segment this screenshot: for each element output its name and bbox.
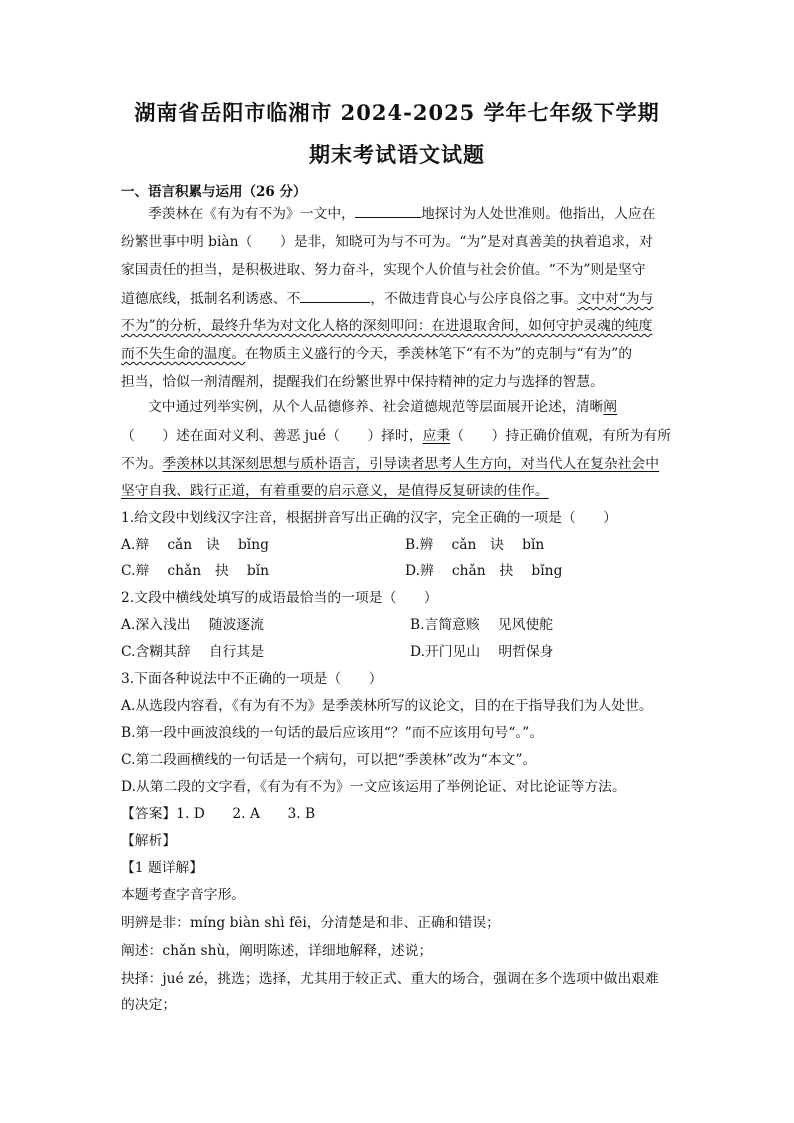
underlined-sentence-end: 坚守自我、践行正道，有着重要的启示意义，是值得反复研读的佳作。	[121, 483, 549, 499]
q3-option-b: B.第一段中画波浪线的一句话的最后应该用“？”而不应该用句号“。”。	[121, 725, 544, 741]
p1-line-6: 而不失生命的温度。在物质主义盛行的今天，季羡林笔下“有不为”的克制与“有为”的	[121, 346, 633, 362]
section-heading: 一、语言积累与运用（26 分）	[121, 184, 307, 200]
p1-line-2: 纷繁世事中明 biàn（ ）是非，知晓可为与不可为。“为”是对真善美的执着追求，对	[121, 234, 653, 250]
q3-option-a: A.从选段内容看，《有为有不为》是季羡林所写的议论文，目的在于指导我们为人处世。	[121, 698, 653, 714]
q3-option-c: C.第二段画横线的一句话是一个病句，可以把“季羡林”改为“本文”。	[121, 752, 537, 768]
underlined-word-bing: 应秉	[422, 428, 451, 444]
p1-line-7: 担当，恰似一剂清醒剂，提醒我们在纷繁世界中保持精神的定力与选择的智慧。	[121, 374, 604, 390]
q2-stem: 2.文段中横线处填写的成语最恰当的一项是（ ）	[121, 590, 438, 606]
answer-line: 【答案】1. D 2. A 3. B	[121, 806, 316, 822]
blank-2	[300, 288, 370, 303]
q2-option-c: C.含糊其辞 自行其是	[121, 644, 265, 660]
q3-option-d: D.从第二段的文字看，《有为有不为》一文应该运用了举例论证、对比论证等方法。	[121, 779, 626, 795]
explanation-line-1: 本题考查字音字形。	[121, 887, 246, 903]
p1-line-3: 家国责任的担当，是积极进取、努力奋斗，实现个人价值与社会价值。“不为”则是坚守	[121, 262, 646, 278]
p2-line-3: 不为。季羡林以其深刻思想与质朴语言，引导读者思考人生方向，对当代人在复杂社会中	[121, 456, 660, 472]
title-line-1: 湖南省岳阳市临湘市 2024-2025 学年七年级下学期	[134, 100, 660, 125]
detail-heading-1: 【1 题详解】	[121, 860, 204, 876]
analysis-heading: 【解析】	[121, 833, 177, 849]
q3-stem: 3.下面各种说法中不正确的一项是（ ）	[121, 671, 383, 687]
p1-line-1: 季羡林在《有为有不为》一文中， 地探讨为人处世准则。他指出，人应在	[148, 203, 681, 224]
explanation-line-3: 阐述：chǎn shù，阐明陈述，详细地解释，述说；	[121, 943, 433, 959]
q1-option-a: A.辩 cǎn 诀 bǐng	[121, 537, 269, 553]
title-line-2: 期末考试语文试题	[309, 142, 485, 167]
wavy-sentence-end: 而不失生命的温度。	[121, 346, 246, 362]
q1-stem: 1.给文段中划线汉字注音，根据拼音写出正确的汉字，完全正确的一项是（ ）	[121, 510, 618, 526]
wavy-sentence-start: 文中对“为与	[577, 291, 654, 307]
explanation-line-2: 明辨是非：míng biàn shì fēi，分清楚是和非、正确和错误；	[121, 915, 500, 931]
underlined-char-chan: 阐	[603, 399, 618, 415]
wavy-sentence-mid: 不为”的分析，最终升华为对文化人格的深刻叩问：在进退取舍间，如何守护灵魂的纯度	[121, 318, 653, 334]
p2-line-2: （ ）述在面对义利、善恶 jué（ ）择时，应秉（ ）持正确价值观，有所为有所	[121, 428, 671, 444]
p1-line-4: 道德底线，抵制名利诱惑、不 ，不做违背良心与公序良俗之事。文中对“为与	[121, 288, 681, 309]
q1-option-c: C.辩 chǎn 抉 bǐn	[121, 563, 270, 579]
p2-line-4	[121, 481, 681, 501]
q1-option-d: D.辨 chǎn 抉 bǐng	[405, 563, 563, 579]
blank-1	[355, 203, 421, 218]
explanation-line-5: 的决定；	[121, 997, 177, 1013]
p1-line-5	[121, 316, 681, 336]
p2-line-1: 文中通过列举实例，从个人品德修养、社会道德规范等层面展开论述，清晰阐	[148, 399, 618, 415]
q2-option-b: B.言简意赅 见风使舵	[410, 617, 554, 633]
q1-option-b: B.辨 cǎn 诀 bǐn	[405, 537, 545, 553]
q2-option-a: A.深入浅出 随波逐流	[121, 617, 264, 633]
q2-option-d: D.开门见山 明哲保身	[410, 644, 554, 660]
explanation-line-4: 抉择：jué zé，挑选；选择，尤其用于较正式、重大的场合，强调在多个选项中做出艰难	[121, 971, 659, 987]
underlined-sentence-start: 季羡林以其深刻思想与质朴语言，引导读者思考人生方向，对当代人在复杂社会中	[162, 456, 660, 472]
